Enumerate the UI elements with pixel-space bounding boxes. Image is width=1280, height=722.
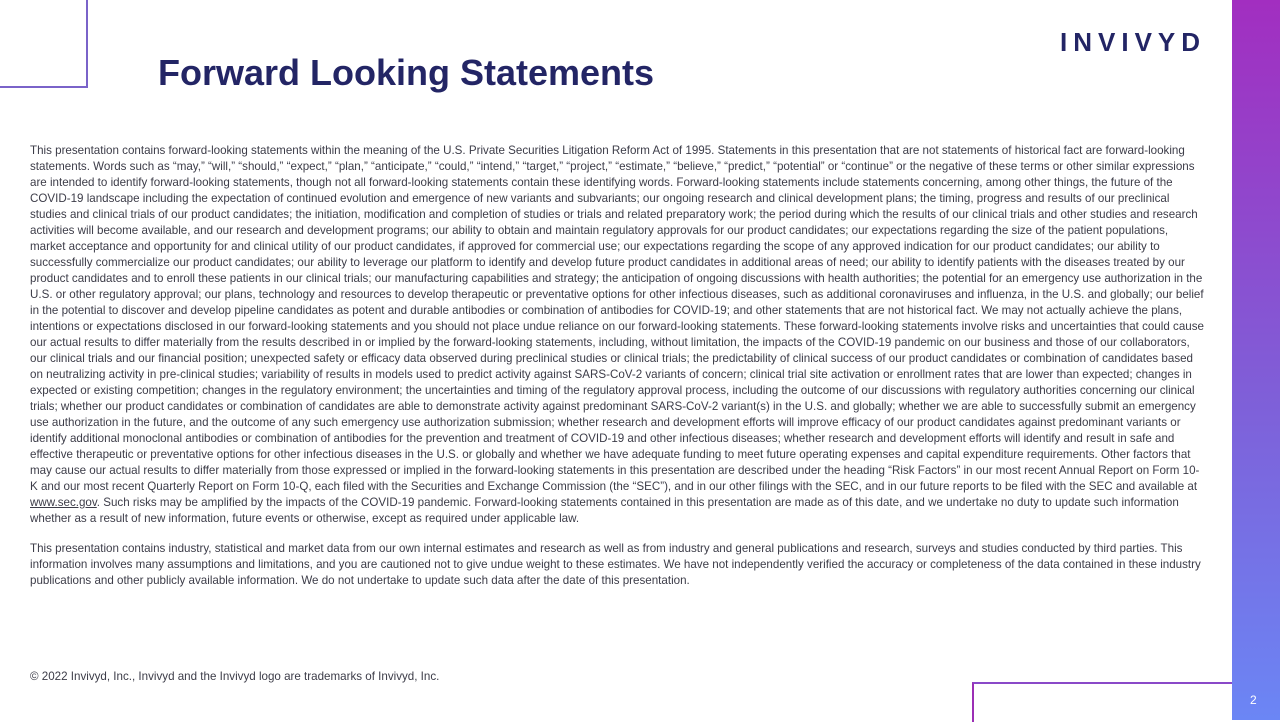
- page-number: 2: [1250, 693, 1257, 707]
- invivyd-logo: INVIVYD: [1060, 27, 1207, 57]
- bottom-frame-decoration: [972, 682, 1232, 722]
- paragraph-text-end: . Such risks may be amplified by the impacts of the COVID-19 pandemic. Forward-looking statements contained in this presentation are made as of this date, and we undertake no duty to update such information whether as a result of new information, future events or otherwise, except as required under applicable law.: [30, 496, 1179, 525]
- sec-link[interactable]: www.sec.gov: [30, 496, 97, 509]
- statement-body: [30, 143, 1204, 589]
- corner-frame-decoration: [0, 0, 88, 88]
- accent-sidebar: [1232, 0, 1280, 720]
- market-data-paragraph: This presentation contains industry, statistical and market data from our own internal estimates and research as well as from industry and general publications and research, surveys and studies conducted by third parties. This information involves many assumptions and limitations, and you are cautioned not to give undue weight to these estimates. We have not independently verified the accuracy or completeness of the data contained in these industry publications and other publicly available information. We do not undertake to update such data after the date of this presentation.: [30, 542, 1201, 587]
- paragraph-text: This presentation contains forward-looking statements within the meaning of the U.S. Private Securities Litigation Reform Act of 1995. Statements in this presentation that are not statements of historical fact are forward-looking statements. Words such as “may,” “will,” “should,” “expect,” “plan,” “anticipate,” “could,” “intend,” “target,” “project,” “estimate,” “believe,” “predict,” “potential” or “continue” or the negative of these terms or other similar expressions are intended to identify forward-looking statements, though not all forward-looking statements contain these identifying words. Forward-looking statements include statements concerning, among other things, the future of the COVID-19 landscape including the expectation of continued evolution and emergence of new variants and subvariants; our ongoing research and clinical development plans; the timing, progress and results of our preclinical studies and clinical trials of our product candidates; the initiation, modification and completion of studies or trials and related preparatory work; the period during which the results of our clinical trials and other studies and research activities will become available, and our research and development programs; our ability to obtain and maintain regulatory approvals for our product candidates; our expectations regarding the size of the patient populations, market acceptance and opportunity for and clinical utility of our product candidates, if approved for commercial use; our expectations regarding the scope of any approved indication for our product candidates; our ability to successfully commercialize our product candidates; our ability to leverage our platform to identify and develop future product candidates in additional areas of need; our ability to identify patients with the diseases treated by our product candidates and to enroll these patients in our clinical trials; our manufacturing capabilities and strategy; the anticipation of ongoing discussions with health authorities; the potential for an emergency use authorization in the U.S. or other regulatory approval; our plans, technology and resources to develop therapeutic or preventative options for other infectious diseases, such as additional coronaviruses and influenza, in the U.S. and globally; our belief in the potential to discover and develop pipeline candidates as potent and durable antibodies or combination of antibodies for COVID-19; and other statements that are not historical fact. We may not actually achieve the plans, intentions or expectations disclosed in our forward-looking statements and you should not place undue reliance on our forward-looking statements. These forward-looking statements involve risks and uncertainties that could cause our actual results to differ materially from the results described in or implied by the forward-looking statements, including, without limitation, the impacts of the COVID-19 pandemic on our business and those of our collaborators, our clinical trials and our financial position; unexpected safety or efficacy data observed during preclinical studies or clinical trials; the predictability of clinical success of our product candidates or combination of candidates based on neutralizing activity in pre-clinical studies; variability of results in models used to predict activity against SARS-CoV-2 variants of concern; clinical trial site activation or enrollment rates that are lower than expected; changes in expected or existing competition; changes in the regulatory environment; the uncertainties and timing of the regulatory approval process, including the outcome of our discussions with regulatory authorities concerning our clinical trials; whether our product candidates or combination of candidates are able to demonstrate activity against predominant SARS-CoV-2 variant(s) in the U.S. and globally; whether we are able to successfully submit an emergency use authorization in the future, and the outcome of any such emergency use authorization submission; whether research and development efforts will improve efficacy of our product candidates against predominant variants or identify additional monoclonal antibodies or combination of antibodies for the prevention and treatment of COVID-19 and other infectious diseases; whether research and development efforts will identify and result in safe and effective therapeutic or preventative options for other infectious diseases in the U.S. or globally and whether we have adequate funding to meet future operating expenses and capital expenditure requirements. Other factors that may cause our actual results to differ materially from those expressed or implied in the forward-looking statements in this presentation are described under the heading “Risk Factors” in our most recent Annual Report on Form 10-K and our most recent Quarterly Report on Form 10-Q, each filed with the Securities and Exchange Commission (the “SEC”), and in our other filings with the SEC, and in our future reports to be filed with the SEC and available at: [30, 144, 1204, 493]
- forward-looking-paragraph: [30, 143, 1204, 527]
- copyright-notice: © 2022 Invivyd, Inc., Invivyd and the Invivyd logo are trademarks of Invivyd, Inc.: [30, 670, 440, 683]
- page-title: Forward Looking Statements: [158, 52, 655, 93]
